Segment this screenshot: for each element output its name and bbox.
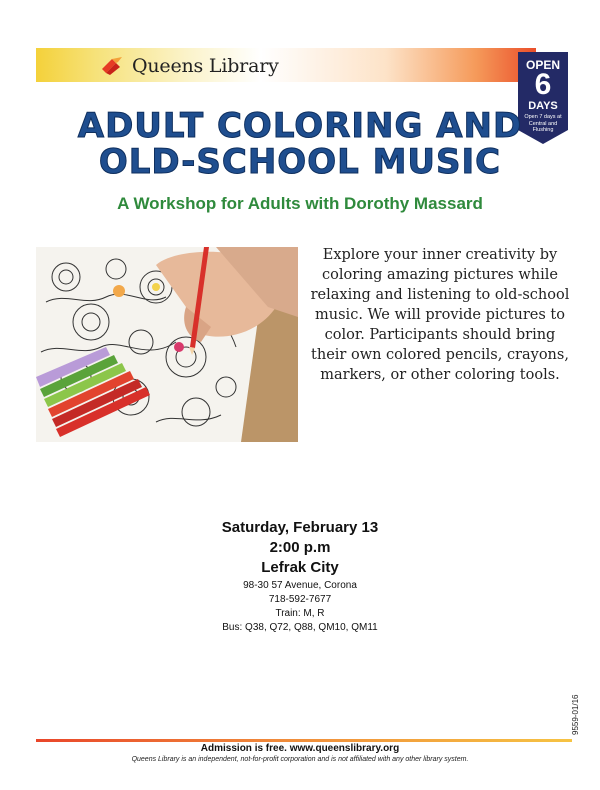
badge-note: Open 7 days at Central and Flushing — [524, 114, 562, 133]
queens-library-logo-icon — [100, 55, 126, 77]
event-address: 98-30 57 Avenue, Corona — [243, 580, 357, 591]
badge-number: 6 — [534, 68, 552, 101]
disclaimer: Queens Library is an independent, not-for-profit corporation and is not affiliated with any other library system. — [131, 756, 469, 763]
event-train: Train: M, R — [275, 608, 325, 619]
title-line-2: OLD-SCHOOL MUSIC — [98, 142, 502, 182]
logo-text: Queens Library — [132, 55, 279, 77]
event-bus: Bus: Q38, Q72, Q88, QM10, QM11 — [222, 622, 378, 633]
event-time: 2:00 p.m — [269, 539, 331, 556]
queens-library-logo[interactable] — [100, 55, 279, 77]
print-code: 9559-01/16 — [571, 694, 580, 735]
event-phone[interactable]: 718-592-7677 — [268, 594, 332, 605]
subtitle-prefix: A Workshop for Adults with — [117, 194, 345, 213]
coloring-hands-photo — [36, 247, 298, 442]
workshop-description: Explore your inner creativity by coloring amazing pictures while relaxing and listening to old-school music. We will provide pictures to color. Participants should bring their own colored pencils, crayons, markers, or other coloring tools. — [310, 247, 570, 383]
badge-open-text: OPEN — [525, 58, 560, 72]
title-line-1: ADULT COLORING AND — [77, 106, 523, 146]
workshop-subtitle — [0, 194, 600, 214]
presenter-name: Dorothy Massard — [344, 194, 483, 213]
badge-days-text: DAYS — [528, 100, 558, 112]
footer-rule — [36, 739, 572, 742]
event-date: Saturday, February 13 — [221, 519, 379, 536]
admission-line[interactable]: Admission is free. www.queenslibrary.org — [200, 743, 400, 754]
event-location: Lefrak City — [261, 559, 339, 576]
